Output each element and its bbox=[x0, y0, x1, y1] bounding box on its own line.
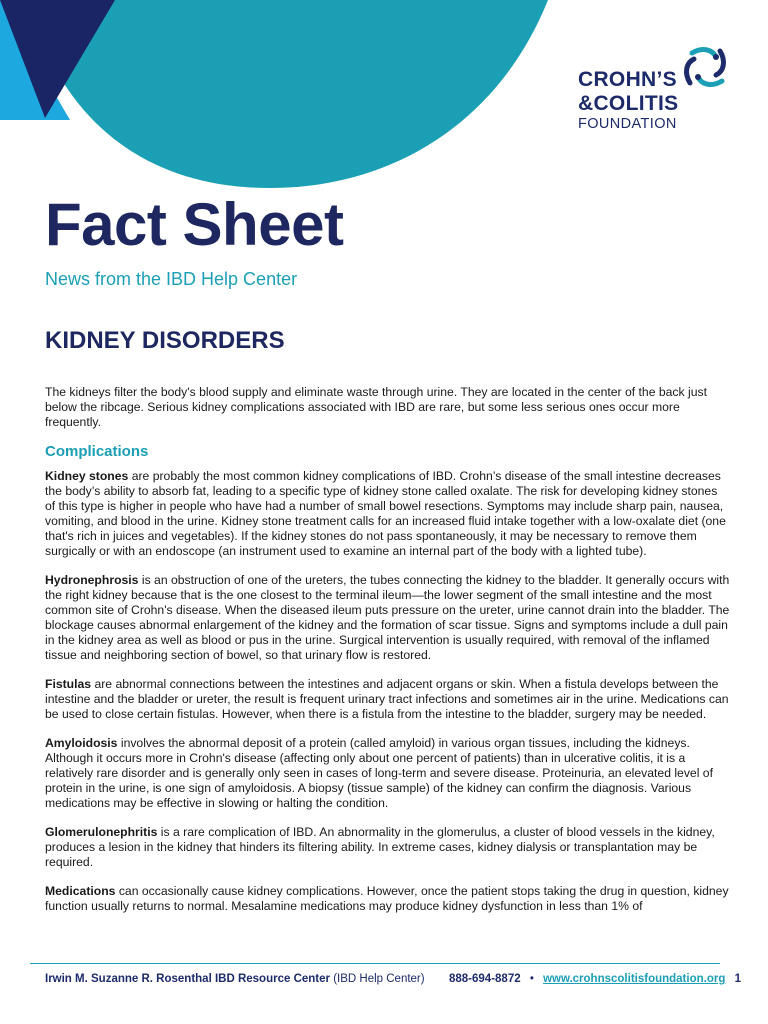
paragraph-amyloidosis bbox=[45, 736, 730, 811]
footer-center-short: (IBD Help Center) bbox=[333, 973, 425, 985]
header-decorative-shapes bbox=[0, 0, 560, 190]
document-heading: KIDNEY DISORDERS bbox=[45, 327, 285, 354]
crohns-colitis-star-mark-icon bbox=[682, 43, 730, 89]
article-body bbox=[45, 385, 730, 928]
footer-website-link[interactable]: www.crohnscolitisfoundation.org bbox=[543, 973, 726, 985]
paragraph-medications bbox=[45, 884, 730, 914]
footer-divider bbox=[30, 963, 720, 964]
paragraph-hydronephrosis bbox=[45, 573, 730, 663]
logo-text-crohns: CROHN’S bbox=[578, 68, 677, 91]
term-kidney-stones: Kidney stones bbox=[45, 469, 129, 483]
term-fistulas: Fistulas bbox=[45, 677, 92, 691]
footer-bullet: • bbox=[529, 973, 534, 985]
text-amyloidosis: involves the abnormal deposit of a protein (called amyloid) in various organ tissues, including the kidneys. Although it occurs more in Crohn's disease (affecting only about one percent of patients) than in ulcerative colitis, it is a relatively rare disorder and is generally only seen in cases of long-term and severe disease. Proteinuria, an elevated level of protein in the urine, is one sign of amyloidosis. A biopsy (tissue sample) of the kidney can confirm the diagnosis. Various medications may be effective in slowing or halting the condition. bbox=[45, 736, 713, 810]
teal-arc-shape bbox=[28, 0, 548, 188]
term-amyloidosis: Amyloidosis bbox=[45, 736, 118, 750]
paragraph-kidney-stones bbox=[45, 469, 730, 559]
text-medications: can occasionally cause kidney complications. However, once the patient stops taking the drug in question, kidney function usually returns to normal. Mesalamine medications may produce kidney dysfunction in less than 1% of bbox=[45, 884, 729, 913]
term-glomerulonephritis: Glomerulonephritis bbox=[45, 825, 158, 839]
text-glomerulonephritis: is a rare complication of IBD. An abnormality in the glomerulus, a cluster of blood vessels in the kidney, produces a lesion in the kidney that hinders its filtering ability. In extreme cases, kidney dialysis or transplantation may be required. bbox=[45, 825, 715, 869]
intro-paragraph: The kidneys filter the body's blood supply and eliminate waste through urine. They are located in the center of the back just below the ribcage. Serious kidney complications associated with IBD are rare, but some less serious ones occur more frequently. bbox=[45, 385, 707, 429]
term-hydronephrosis: Hydronephrosis bbox=[45, 573, 139, 587]
text-kidney-stones: are probably the most common kidney complications of IBD. Crohn’s disease of the small intestine decreases the body’s ability to absorb fat, leading to a specific type of kidney stone called oxalate. The risk for developing kidney stones of this type is higher in people who have had a number of small bowel resections. Symptoms may include sharp pain, nausea, vomiting, and blood in the urine. Kidney stone treatment calls for an increased fluid intake together with a low-oxalate diet (one that's rich in juices and vegetables). If the kidney stones do not pass spontaneously, it may be necessary to remove them surgically or with an endoscope (an instrument used to examine an internal part of the body with a lighted tube). bbox=[45, 469, 726, 558]
paragraph-glomerulonephritis bbox=[45, 825, 730, 870]
page-title: Fact Sheet bbox=[45, 191, 344, 258]
text-hydronephrosis: is an obstruction of one of the ureters, the tubes connecting the kidney to the bladder. It generally occurs with the right kidney because that is the one closest to the terminal ileum—the lower segment of the small intestine and the most common site of Crohn's disease. When the diseased ileum puts pressure on the ureter, urine cannot drain into the bladder. The blockage causes abnormal enlargement of the kidney and the formation of scar tissue. Signs and symptoms include a dull pain in the kidney area as well as blood or pus in the urine. Surgical intervention is usually required, with removal of the inflamed tissue and neighboring section of bowel, so that urinary flow is restored. bbox=[45, 573, 730, 662]
paragraph-fistulas bbox=[45, 677, 730, 722]
page-footer bbox=[45, 973, 741, 985]
page-number: 1 bbox=[734, 973, 741, 985]
logo-text-foundation: FOUNDATION bbox=[578, 116, 677, 132]
section-heading-complications: Complications bbox=[45, 443, 149, 460]
page-subtitle: News from the IBD Help Center bbox=[45, 269, 298, 289]
text-fistulas: are abnormal connections between the intestines and adjacent organs or skin. When a fistula develops between the intestine and the bladder or ureter, the result is frequent urinary tract infections and sometimes air in the urine. Medications can be used to close certain fistulas. However, when there is a fistula from the intestine to the bladder, surgery may be needed. bbox=[45, 677, 729, 721]
term-medications: Medications bbox=[45, 884, 116, 898]
logo-text-colitis: &COLITIS bbox=[578, 92, 679, 115]
footer-phone: 888-694-8872 bbox=[449, 973, 521, 985]
footer-center-name: Irwin M. Suzanne R. Rosenthal IBD Resource Center bbox=[45, 973, 330, 985]
crohns-colitis-foundation-logo[interactable] bbox=[578, 45, 738, 135]
